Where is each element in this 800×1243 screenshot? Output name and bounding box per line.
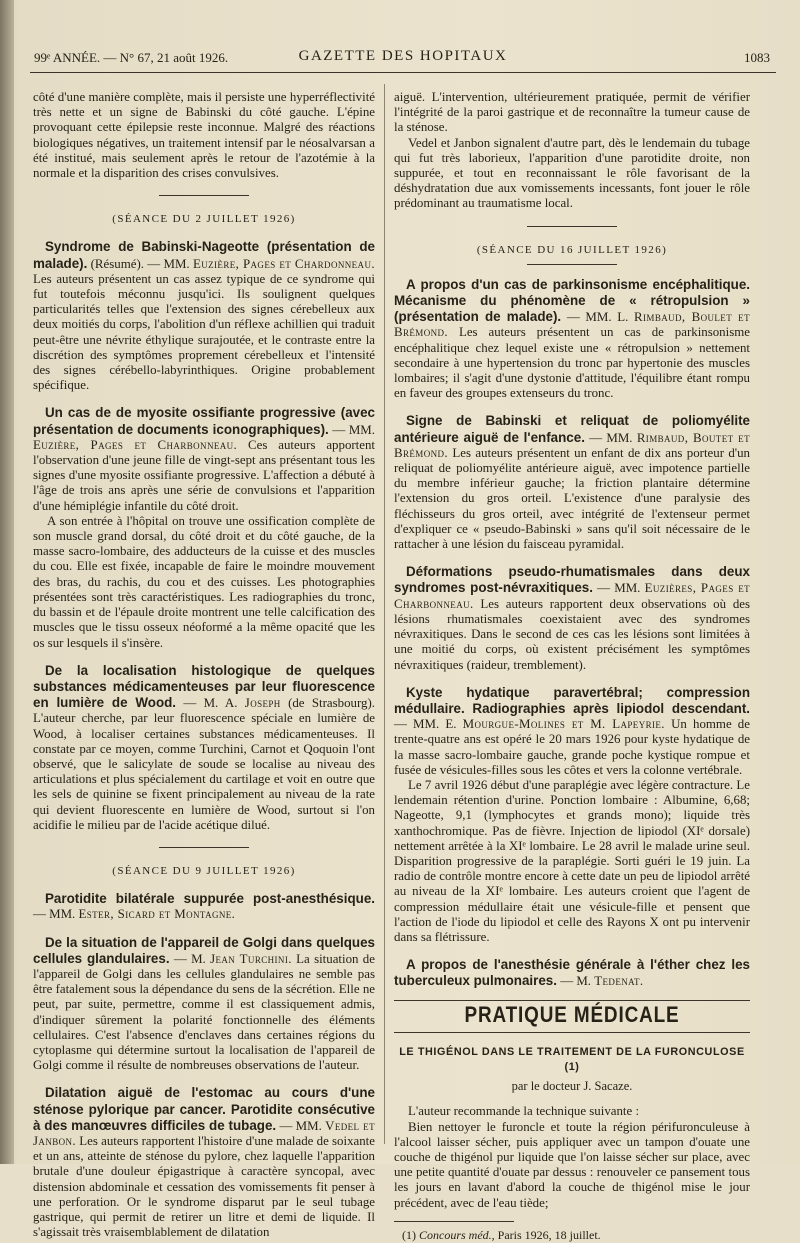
article-byline: par le docteur J. Sacaze.: [511, 1079, 633, 1094]
separator: [159, 195, 249, 196]
entry-title: Dilatation aiguë de l'estomac au cours d'une sténose pylorique par cancer. Parotidite consécutive à des manœuvres difficiles de tubage.: [33, 1085, 375, 1133]
separator: [527, 264, 617, 265]
entry-myosite: Un cas de de myosite ossifiante progressive (avec présentation de documents iconographiques). — MM. Euzière, Pages et Charbonneau. Ces auteurs apportent l'observation d'une jeune fille de vingt-sept ans présentant tous les signes d'une myosite ossifiante progressive. L'affection a débuté à l'âge de trois ans après une série de convulsions et l'apparition d'une hémiplégie infantile du côté droit.: [33, 405, 376, 513]
article-paragraph: Bien nettoyer le furoncle et toute la région périfuronculeuse à l'alcool laisser sécher, puis appliquer avec un tampon d'ouate une couche de thigénol pur liquide que l'on laisse sécher sur place, avec une petite quantité d'ouate par dessus : renouveler ce pansement tous les jours en lavant d'abord la couche de thigénol mise le jour précédent, avec de l'eau tiède;: [394, 1119, 750, 1210]
entry-authors: Euzière, Pages et Charbonneau.: [33, 437, 238, 452]
entry-authors: Rimbaud, Boulet et Brémond.: [394, 310, 750, 340]
entry-parkinsonisme: A propos d'un cas de parkinsonisme encéphalitique. Mécanisme du phénomène de « rétropulsion » (présentation de malade). — MM. L. Rimbaud, Boulet et Brémond. Les auteurs présentent un cas de parkinsonisme encéphalitique chez lequel existe une « rétropulsion » nettement secondaire à une hypertension du tronc par hypertonie des muscles lombaires; il s'agit d'une dystonie d'attitude, l'équilibre étant rompu en faveur des groupes extenseurs du tronc.: [394, 276, 750, 401]
entry-title: Un cas de de myosite ossifiante progressive (avec présentation de documents iconographiques).: [33, 405, 375, 437]
entry-title: Signe de Babinski et reliquat de poliomyélite antérieure aiguë de l'enfance.: [394, 413, 750, 445]
footnote: (1) Concours méd., Paris 1926, 18 juillet.: [402, 1227, 601, 1242]
entry-babinski-nageotte: Syndrome de Babinski-Nageotte (présentation de malade). (Résumé). — MM. Euzière, Pages et Chardonneau. Les auteurs présentent un cas assez typique de ce syndrome qui fut toutefois méconnu jusqu'ici. Ils soulignent quelques particularités telles que l'extension des signes cérebelleux aux deux moitiés du corps, l'abolition d'un réflexe achillien qui traduit peut-être une névrite éthylique surajoutée, et le contraste entre la discrétion des symptômes proprement cérebelleux et l'intensité des signes cérébello-labyrinthiques. Origine probablement spécifique.: [33, 239, 375, 393]
entry-deformations: Déformations pseudo-rhumatismales dans deux syndromes post-névraxitiques. — MM. Euzières, Pages et Charbonneau. Les auteurs rapportent deux observations où des lésions rhumatismales coexistaient avec des syndromes névraxitiques. Dans le second de ces cas les lésions sont limitées à une moitié du corps, où existent précisément les symptômes névraxitiques (raideur, tremblement).: [394, 564, 750, 672]
entry-authors: Vedel et Janbon.: [33, 1118, 375, 1148]
entry-body: La situation de l'appareil de Golgi dans les cellules glandulaires ne semble pas être fatalement sous la dépendance du sens de la sécrétion. Elle ne peut, par suite, permettre, comme il est classiquement admis, d'indiquer sûrement la polarité fonctionnelle des éléments cellulaires. C'est l'absence d'enclaves dans certaines régions du cytoplasme qui détermine surtout la localisation de l'appareil de Golgi comme il résulte de nombreuses observations de l'auteur.: [33, 951, 375, 1073]
article-paragraph: L'auteur recommande la technique suivante :: [408, 1104, 640, 1119]
entry-anesthesie: A propos de l'anesthésie générale à l'éther chez les tuberculeux pulmonaires. — M. Tedenat.: [394, 957, 750, 989]
entry-title: De la localisation histologique de quelques substances médicamenteuses par leur fluorescence en lumière de Wood.: [33, 662, 375, 711]
entry-title: Kyste hydatique paravertébral; compression médullaire. Radiographies après lipiodol descendant.: [394, 684, 750, 716]
binding-gutter: [0, 0, 14, 1164]
entry-body: Les auteurs présentent un enfant de dix ans porteur d'un reliquat de poliomyélite antérieure aiguë, avec impotence partielle du membre inférieur gauche; la friction plantaire détermine l'extension du gros orteil. L'existence d'une paralysie des fléchisseurs du gros orteil, avec intégrité de l'extenseur permet d'expliquer ce « pseudo-Babinski » sans qu'il soit nécessaire de le rattacher à une lésion du faisceau pyramidal.: [394, 445, 750, 552]
entry-body-continued: Le 7 avril 1926 début d'une paraplégie avec légère contracture. Le lendemain rétention d'urine. Ponction lombaire : Albumine, 6,68; Nageotte, 9,1 (lymphocytes et grands mono); liquide très xanthochromique. Pas de fièvre. Injection de lipiodol (XIᵉ dorsale) nettement arrêtée à la XIᵉ lombaire. Le 28 avril le malade urine seul. Disparition progressive de la paraplégie. Sorti guéri le 19 juin. La radio de contrôle montre encore à cette date un peu de lipiodol arrêté au niveau de la XIᵉ lombaire. Les auteurs croient que l'agent de compression médullaire était une vésicule-fille et pensent que l'action de l'iode du lipiodol et celle des Rayons X ont pu intervenir dans sa flétrissure.: [394, 777, 750, 944]
separator: [159, 847, 249, 848]
journal-title: GAZETTE DES HOPITAUX: [298, 48, 508, 64]
issue-info: 99ᵉ ANNÉE. — N° 67, 21 août 1926.: [34, 50, 229, 65]
continued-paragraph-2: Vedel et Janbon signalent d'autre part, dès le lendemain du tubage qui fut très laborieux, l'apparition d'une parotidite droite, non suppurée, et tout en reconnaissant le rôle favorisant de la déshydratation due aux vomissements incessants, font jouer le rôle prédominant au traumatisme local.: [394, 135, 750, 211]
entry-body-continued: A son entrée à l'hôpital on trouve une ossification complète de son muscle grand dorsal, du côté droit et du côté gauche, de la masse sacro-lombaire, des adducteurs de la cuisse et des muscles du cou. Elle est fixée, incapable de faire le moindre mouvement des bras, du rachis, du cou et des cuisses. Les photographies présentées sont très caractéristiques. Les radiographies du tronc, du bassin et de l'épaule droite montrent une telle calcification des muscles que le tissu osseux néoformé a la même opacité que les os sur lesquels il s'insère.: [33, 513, 375, 650]
entry-poliomyelite: Signe de Babinski et reliquat de poliomyélite antérieure aiguë de l'enfance. — MM. Rimbaud, Boutet et Brémond. Les auteurs présentent un enfant de dix ans porteur d'un reliquat de poliomyélite antérieure aiguë, avec impotence partielle du membre inférieur gauche; la friction plantaire détermine l'extension du gros orteil. L'existence d'une paralysie des fléchisseurs du gros orteil, avec intégrité de l'extenseur permet d'expliquer ce « pseudo-Babinski » sans qu'il soit nécessaire de le rattacher à une lésion du faisceau pyramidal.: [394, 413, 750, 552]
intro-paragraph: côté d'une manière complète, mais il persiste une hyperréflectivité très nette et un signe de Babinski du côté gauche. L'épine provoquant cette épilepsie reste inconnue. Malgré des réactions biologiques négatives, un traitement intensif par le néosalvarsan a été institué, mais seulement après le retour de l'azotémie à la normale et la disparition des crises convulsives.: [33, 90, 375, 181]
right-column: [394, 90, 750, 1243]
header-rule: [30, 72, 776, 73]
section-title: PRATIQUE MÉDICALE: [464, 1001, 680, 1027]
entry-title: Déformations pseudo-rhumatismales dans deux syndromes post-névraxitiques.: [394, 564, 750, 596]
entry-body: Les auteurs rapportent deux observations où des lésions rhumatismales coexistaient avec des syndromes névraxitiques. Dans le second de ces cas les lésions sont limitées à une moitié du corps, où existent précisément les symptômes névraxitiques (raideur, tremblement).: [394, 596, 750, 672]
entry-golgi: De la situation de l'appareil de Golgi dans quelques cellules glandulaires. — M. Jean Turchini. La situation de l'appareil de Golgi dans les cellules glandulaires ne semble pas être fatalement sous la dépendance du sens de la sécrétion. Elle ne peut, par suite, permettre, comme il est classiquement admis, d'indiquer sûrement la polarité fonctionnelle des éléments cellulaires. C'est l'absence d'enclaves dans certaines régions du cytoplasme qui détermine surtout la localisation de l'appareil de Golgi comme il résulte de nombreuses observations de l'auteur.: [33, 934, 375, 1073]
entry-title: De la situation de l'appareil de Golgi dans quelques cellules glandulaires.: [33, 934, 375, 966]
entry-body: Un homme de trente-quatre ans est opéré le 20 mars 1926 pour kyste hydatique de la masse sacro-lombaire gauche, grande poche kystique rompue et fusée de vésicules-filles sous les côtes et vers la colonne vertébrale.: [394, 717, 750, 777]
seance-heading: (SÉANCE DU 16 JUILLET 1926): [476, 243, 668, 256]
entry-authors: Rimbaud, Boutet et Brémond.: [394, 430, 750, 460]
entry-authors: Jean Turchini.: [210, 951, 292, 966]
entry-authors: Mourgue-Molines et M. Lapeyrie.: [462, 717, 665, 732]
entry-title: Parotidite bilatérale suppurée post-anesthésique.: [45, 891, 375, 907]
footnote-source: Concours méd.,: [419, 1227, 495, 1242]
page-number: 1083: [744, 50, 770, 65]
entry-title: A propos d'un cas de parkinsonisme encéphalitique. Mécanisme du phénomène de « rétropulsion » (présentation de malade).: [394, 276, 750, 325]
entry-title: Syndrome de Babinski-Nageotte (présentation de malade).: [33, 239, 375, 271]
footnote-rule: [394, 1221, 514, 1222]
article-title: LE THIGÉNOL DANS LE TRAITEMENT DE LA FURONCULOSE (1): [399, 1045, 745, 1073]
separator: [527, 226, 617, 227]
entry-body: Les auteurs présentent un cas assez typique de ce syndrome qui fut toutefois méconnu jusqu'ici. Ils soulignent quelques particularités telles que l'extension des signes cérebelleux aux deux moitiés du corps, l'abolition d'un réflexe achillien qui traduit peut-être une névrite éthylique surajoutée, et le contraste entre la discrétion des symptômes proprement cérebelleux et l'intensité des signes cérébello-labyrinthiques. Origine probablement spécifique.: [33, 271, 375, 393]
entry-body: Les auteurs présentent un cas de parkinsonisme encéphalitique chez lequel existe une « rétropulsion » nettement secondaire à une hypertension du tronc par hypertonie des muscles lombaires; il s'agit d'une dystonie d'attitude, l'équilibre étant rompu en faveur des groupes extenseurs du tronc.: [394, 325, 750, 401]
entry-body: Ces auteurs apportent l'observation d'une jeune fille de vingt-sept ans présentant tous les signes d'une myosite ossifiante progressive. L'affection a débuté à l'âge de trois ans après une série de convulsions et l'apparition d'une hémiplégie infantile du côté droit.: [33, 437, 376, 513]
entry-authors: Tedenat.: [594, 974, 644, 989]
left-column: [33, 90, 375, 1240]
entry-authors: Ester, Sicard et Montagne.: [78, 907, 236, 922]
seance-heading: (SÉANCE DU 2 JUILLET 1926): [112, 213, 296, 226]
entry-authors: Euzière, Pages et Chardonneau.: [192, 256, 375, 271]
page-header: [30, 46, 776, 72]
entry-parotidite: Parotidite bilatérale suppurée post-anesthésique. — MM. Ester, Sicard et Montagne.: [33, 891, 375, 922]
entry-kyste: Kyste hydatique paravertébral; compression médullaire. Radiographies après lipiodol descendant. — MM. E. Mourgue-Molines et M. Lapeyrie. Un homme de trente-quatre ans est opéré le 20 mars 1926 pour kyste hydatique de la masse sacro-lombaire gauche, grande poche kystique rompue et fusée de vésicules-filles sous les côtes et vers la colonne vertébrale.: [394, 684, 750, 777]
entry-title: A propos de l'anesthésie générale à l'éther chez les tuberculeux pulmonaires.: [394, 957, 750, 989]
entry-authors: Euzières, Pages et Charbonneau.: [394, 581, 750, 611]
section-rule: [394, 1032, 750, 1033]
entry-body: Les auteurs rapportent l'histoire d'une malade de soixante et un ans, atteinte de sténose du pylore, chez laquelle l'apparition brutale d'une douleur épigastrique à caractère syncopal, avec distension abdominale et cessation des vomissements fit penser à une perforation. Or le syndrome disparut par le seul tubage gastrique, qui permit de retirer un litre et demi de liquide. Il s'agissait très vraisemblablement de dilatation: [33, 1133, 375, 1240]
entry-fluorescence: De la localisation histologique de quelques substances médicamenteuses par leur fluorescence en lumière de Wood. — M. A. Joseph (de Strasbourg). L'auteur cherche, par leur fluorescence spéciale en lumière de Wood, à localiser certaines substances médicamenteuses. Il constate par ce moyen, comme Turchini, Carnot et Qoquoin l'ont observé, que le salicylate de soude se localise au niveau des articulations et plus spécialement du cartilage et voit en outre que les sels de quinine se fixent principalement au niveau de la rate qui devient fluorescente en lumière de Wood, surtout si l'on acidifie le milieu par de l'acide acétique dilué.: [33, 662, 375, 832]
entry-authors: Joseph: [244, 696, 281, 711]
seance-heading: (SÉANCE DU 9 JUILLET 1926): [112, 864, 296, 877]
entry-dilatation: Dilatation aiguë de l'estomac au cours d'une sténose pylorique par cancer. Parotidite consécutive à des manœuvres difficiles de tubage. — MM. Vedel et Janbon. Les auteurs rapportent l'histoire d'une malade de soixante et un ans, atteinte de sténose du pylore, chez laquelle l'apparition brutale d'une douleur épigastrique à caractère syncopal, avec distension abdominale et cessation des vomissements fit penser à une perforation. Or le syndrome disparut par le seul tubage gastrique, qui permit de retirer un litre et demi de liquide. Il s'agissait très vraisemblablement de dilatation: [33, 1085, 375, 1240]
entry-body: (de Strasbourg). L'auteur cherche, par leur fluorescence spéciale en lumière de Wood, à localiser certaines substances médicamenteuses. Il constate par ce moyen, comme Turchini, Carnot et Qoquoin l'ont observé, que le salicylate de soude se localise au niveau des articulations et plus spécialement du cartilage et voit en outre que les sels de quinine se fixent principalement au niveau de la rate qui devient fluorescente en lumière de Wood, surtout si l'on acidifie le milieu par de l'acide acétique dilué.: [33, 696, 375, 832]
column-divider: [384, 84, 385, 1144]
section-rule: [394, 1000, 750, 1001]
continued-paragraph: aiguë. L'intervention, ultérieurement pratiquée, permit de vérifier l'intégrité de la paroi gastrique et de reconnaître la tumeur cause de la sténose.: [394, 90, 750, 135]
